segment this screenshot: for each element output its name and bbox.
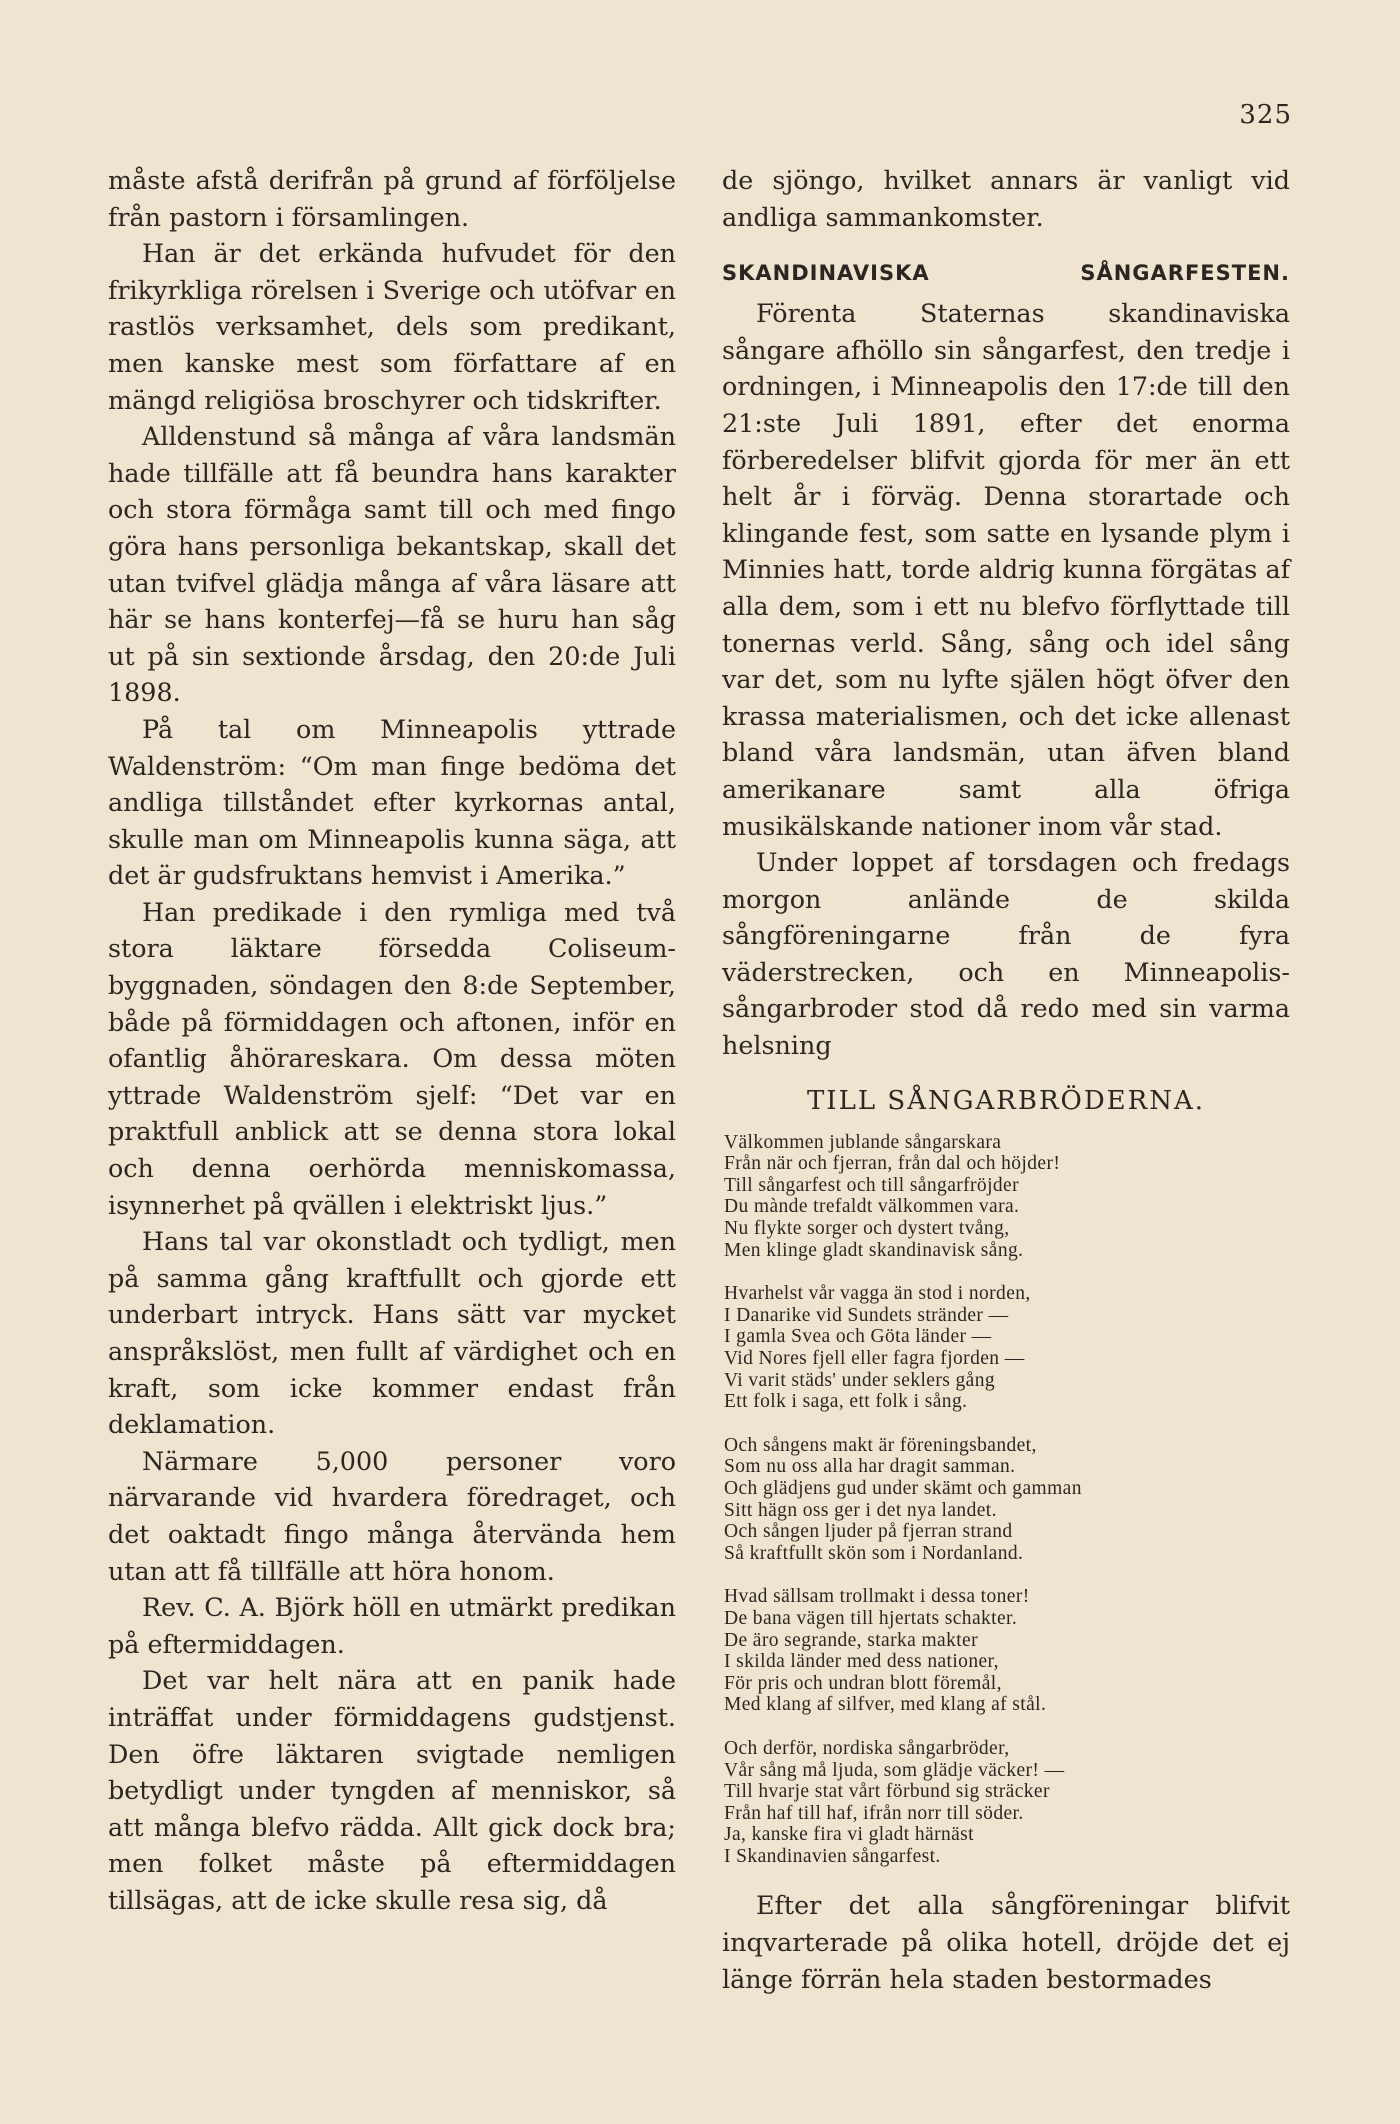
paragraph: Rev. C. A. Björk höll en utmärkt predikan på eftermiddagen.: [108, 1592, 676, 1659]
poem-line: I gamla Svea och Göta länder —: [724, 1326, 992, 1348]
poem-line: Välkommen jublande sångarskara: [724, 1131, 1002, 1153]
poem: [724, 1132, 1290, 1868]
page-number: 325: [1239, 100, 1292, 130]
closing-paragraph: Efter det alla sångföreningar blifvit inqvarterade på olika hotell, dröjde det ej länge förrän hela staden bestormades: [722, 1890, 1290, 1994]
opening-paragraph: de sjöngo, hvilket annars är vanligt vid andliga sammankomster.: [722, 165, 1290, 232]
paragraph: Det var helt nära att en panik hade inträffat under förmiddagens gudstjenst. Den öfre läktaren svigtade nemligen betydligt under tyngden af menniskor, så att många blefvo rädda. Allt gick dock bra; men folket måste på eftermiddagen tillsägas, att de icke skulle resa sig, då: [108, 1665, 676, 1915]
poem-stanza: [724, 1283, 1290, 1413]
paragraph: Under loppet af torsdagen och fredags morgon anlände de skilda sångföreningarne från de fyra väderstrecken, och en Minneapolis-sångarbroder stod då redo med sin varma helsning: [722, 847, 1290, 1061]
poem-line: Du mànde trefaldt välkommen vara.: [724, 1196, 1020, 1218]
poem-line: De äro segrande, starka makter: [724, 1629, 979, 1651]
poem-stanza: [724, 1738, 1290, 1868]
paragraph: Han predikade i den rymliga med två stora läktare försedda Coliseum-byggnaden, söndagen den 8:de September, både på förmiddagen och aftonen, inför en ofantlig åhörareskara. Om dessa möten yttrade Waldenström sjelf: “Det var en praktfull anblick att se denna stora lokal och denna oerhörda menniskomassa, isynnerhet på qvällen i elektriskt ljus.”: [108, 896, 676, 1220]
poem-line: Och glädjens gud under skämt och gamman: [724, 1477, 1082, 1499]
poem-line: Hvarhelst vår vagga än stod i norden,: [724, 1283, 1031, 1305]
poem-line: I Danarike vid Sundets stränder —: [724, 1304, 1009, 1326]
poem-line: Vid Nores fjell eller fagra fjorden —: [724, 1348, 1025, 1369]
paragraph: måste afstå derifrån på grund af förföljelse från pastorn i församlingen.: [108, 165, 676, 232]
paragraph: På tal om Minneapolis yttrade Waldenström: “Om man finge bedöma det andliga tillståndet efter kyrkornas antal, skulle man om Minneapolis kunna säga, att det är gudsfruktans hemvist i Amerika.”: [108, 713, 676, 891]
poem-line: Så kraftfullt skön som i Nordanland.: [724, 1542, 1024, 1564]
paragraph: Han är det erkända hufvudet för den frikyrkliga rörelsen i Sverige och utöfvar en rastlös verksamhet, dels som predikant, men kanske mest som författare af en mängd religiösa broschyrer och tidskrifter.: [108, 238, 676, 415]
paragraph: Förenta Staternas skandinaviska sångare afhöllo sin sångarfest, den tredje i ordningen, i Minneapolis den 17:de till den 21:ste Juli 1891, efter det enorma förberedelser blifvit gjorda för mer än ett helt år i förväg. Denna storartade och klingande fest, som satte en lysande plym i Minnies hatt, torde aldrig kunna förgätas af alla dem, som i ett nu blefvo förflyttade till tonernas verld. Sång, sång och idel sång var det, som nu lyfte själen högt öfver den krassa materialismen, och det icke allenast bland våra landsmän, utan äfven bland amerikanare samt alla öfriga musikälskande nationer inom vår stad.: [722, 298, 1290, 841]
poem-line: I skilda länder med dess nationer,: [724, 1651, 999, 1673]
poem-line: Ett folk i saga, ett folk i sång.: [724, 1391, 968, 1413]
poem-line: Nu flykte sorger och dystert tvång,: [724, 1218, 1010, 1240]
paragraph: Närmare 5,000 personer voro närvarande vid hvardera föredraget, och det oaktadt fingo många återvända hem utan att få tillfälle att höra honom.: [108, 1445, 676, 1586]
poem-line: Till sångarfest och till sångarfröjder: [724, 1174, 1019, 1196]
poem-title: TILL SÅNGARBRÖDERNA.: [806, 1085, 1206, 1116]
poem-line: Till hvarje stat vårt förbund sig sträcker: [724, 1781, 1050, 1803]
poem-line: Som nu oss alla har dragit samman.: [724, 1456, 1016, 1478]
poem-line: Ja, kanske fira vi gladt härnäst: [724, 1824, 974, 1846]
poem-line: Men klinge gladt skandinavisk sång.: [724, 1239, 1024, 1261]
poem-line: Och sången ljuder på fjerran strand: [724, 1521, 1013, 1543]
right-column: [722, 162, 1290, 1997]
poem-line: Från haf till haf, ifrån norr till söder.: [724, 1802, 1024, 1824]
poem-stanza: [724, 1586, 1290, 1716]
poem-line: För pris och undran blott föremål,: [724, 1672, 1002, 1694]
poem-stanza: [724, 1132, 1290, 1262]
poem-line: Med klang af silfver, med klang af stål.: [724, 1694, 1047, 1716]
poem-line: Och derför, nordiska sångarbröder,: [724, 1737, 1010, 1759]
section-heading: SKANDINAVISKA SÅNGARFESTEN.: [722, 261, 1290, 286]
poem-line: Från när och fjerran, från dal och höjder!: [724, 1153, 1061, 1175]
poem-line: Vår sång må ljuda, som glädje väcker! —: [724, 1759, 1065, 1781]
paragraph: Alldenstund så många af våra landsmän hade tillfälle att få beundra hans karakter och stora förmåga samt till och med fingo göra hans personliga bekantskap, skall det utan tvifvel glädja många af våra läsare att här se hans konterfej—få se huru han såg ut på sin sextionde årsdag, den 20:de Juli 1898.: [108, 421, 676, 708]
poem-line: I Skandinavien sångarfest.: [724, 1845, 941, 1867]
poem-line: Hvad sällsam trollmakt i dessa toner!: [724, 1586, 1030, 1608]
poem-stanza: [724, 1435, 1290, 1565]
poem-line: De bana vägen till hjertats schakter.: [724, 1607, 1018, 1629]
poem-line: Sitt hägn oss ger i det nya landet.: [724, 1499, 997, 1521]
poem-line: Vi varit städs' under seklers gång: [724, 1369, 996, 1391]
left-column: [108, 162, 676, 1919]
poem-line: Och sångens makt är föreningsbandet,: [724, 1434, 1037, 1456]
paragraph: Hans tal var okonstladt och tydligt, men på samma gång kraftfullt och gjorde ett underbart intryck. Hans sätt var mycket anspråkslöst, men fullt af värdighet och en kraft, som icke kommer endast från deklamation.: [108, 1226, 676, 1440]
